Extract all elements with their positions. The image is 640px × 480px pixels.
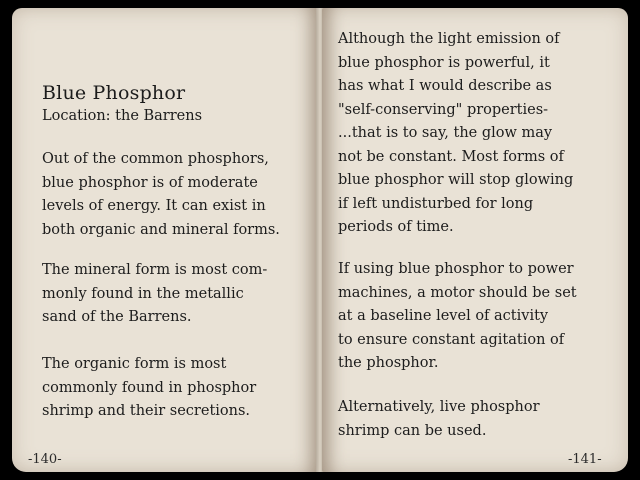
text-line: blue phosphor is powerful, it bbox=[338, 54, 550, 71]
text-line: sand of the Barrens. bbox=[42, 309, 192, 325]
right-paragraph-1 bbox=[338, 28, 573, 240]
text-line: the phosphor. bbox=[338, 355, 439, 371]
text-line: has what I would describe as bbox=[338, 78, 552, 94]
text-line: levels of energy. It can exist in bbox=[42, 198, 266, 214]
page-number-right: -141- bbox=[568, 452, 602, 467]
text-line: If using blue phosphor to power bbox=[338, 261, 574, 277]
text-line: "self-conserving" properties- bbox=[338, 101, 549, 118]
text-line: if left undisturbed for long bbox=[338, 195, 534, 212]
text-line: The organic form is most bbox=[42, 356, 227, 372]
right-paragraph-2 bbox=[338, 258, 577, 376]
text-line: The mineral form is most com- bbox=[42, 262, 268, 278]
text-line: blue phosphor is of moderate bbox=[42, 174, 258, 191]
text-line: commonly found in phosphor bbox=[42, 379, 257, 396]
text-line: to ensure constant agitation of bbox=[338, 331, 565, 348]
text-line: Although the light emission of bbox=[338, 31, 560, 47]
text-line: shrimp can be used. bbox=[338, 422, 487, 439]
entry-location: Location: the Barrens bbox=[42, 108, 203, 124]
left-paragraph-2 bbox=[42, 259, 267, 330]
page-number-left: -140- bbox=[28, 452, 62, 467]
text-line: at a baseline level of activity bbox=[338, 308, 549, 324]
left-paragraph-1 bbox=[42, 148, 280, 242]
text-line: shrimp and their secretions. bbox=[42, 403, 251, 419]
entry-title: Blue Phosphor bbox=[42, 82, 186, 104]
left-paragraph-3 bbox=[42, 353, 256, 424]
left-page bbox=[12, 8, 318, 472]
text-line: both organic and mineral forms. bbox=[42, 221, 280, 238]
right-paragraph-3 bbox=[338, 396, 540, 443]
text-line: blue phosphor will stop glowing bbox=[338, 172, 574, 188]
text-line: not be constant. Most forms of bbox=[338, 148, 564, 165]
text-line: periods of time. bbox=[338, 219, 454, 235]
right-page bbox=[322, 8, 628, 472]
text-line: monly found in the metallic bbox=[42, 285, 244, 302]
text-line: machines, a motor should be set bbox=[338, 284, 577, 301]
text-line: Out of the common phosphors, bbox=[42, 151, 269, 167]
text-line: Alternatively, live phosphor bbox=[338, 399, 540, 415]
text-line: ...that is to say, the glow may bbox=[338, 125, 553, 141]
